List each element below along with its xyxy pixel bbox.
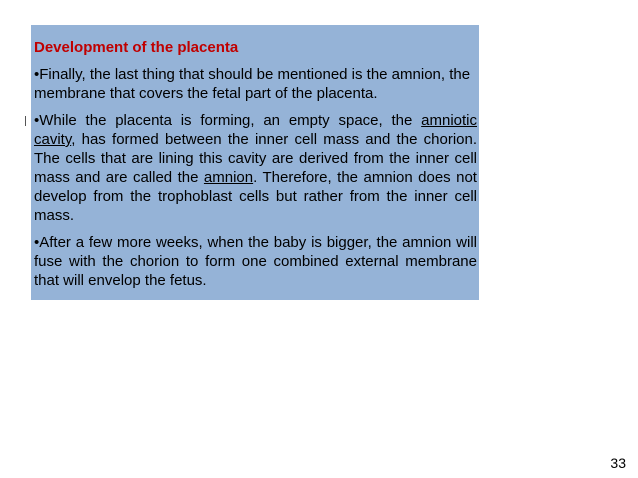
slide-title: Development of the placenta <box>34 39 239 56</box>
paragraph-amniotic-cavity <box>34 111 477 225</box>
content-text-box <box>31 25 479 300</box>
amnion-term: amnion <box>203 169 254 186</box>
left-edge-mark <box>25 116 26 126</box>
amniotic-cavity-term: amniotic cavity <box>34 112 477 148</box>
paragraph-amnion-intro: •Finally, the last thing that should be mentioned is the amnion, the membrane that covers the fetal part of the placenta. <box>34 66 471 102</box>
paragraph-text-segment: , has formed between the inner cell mass and the chorion. The cells that are lining this cavity are derived from the inner cell mass and are called the <box>34 131 477 186</box>
page-number: 33 <box>610 455 626 471</box>
paragraph-text-segment: . Therefore, the amnion does not develop from the trophoblast cells but rather from the inner cell mass. <box>34 169 477 224</box>
paragraph-text-segment: •While the placenta is forming, an empty space, the <box>34 112 422 129</box>
paragraph-amnion-fusion: •After a few more weeks, when the baby is bigger, the amnion will fuse with the chorion to form one combined external membrane that will envelop the fetus. <box>34 234 477 289</box>
